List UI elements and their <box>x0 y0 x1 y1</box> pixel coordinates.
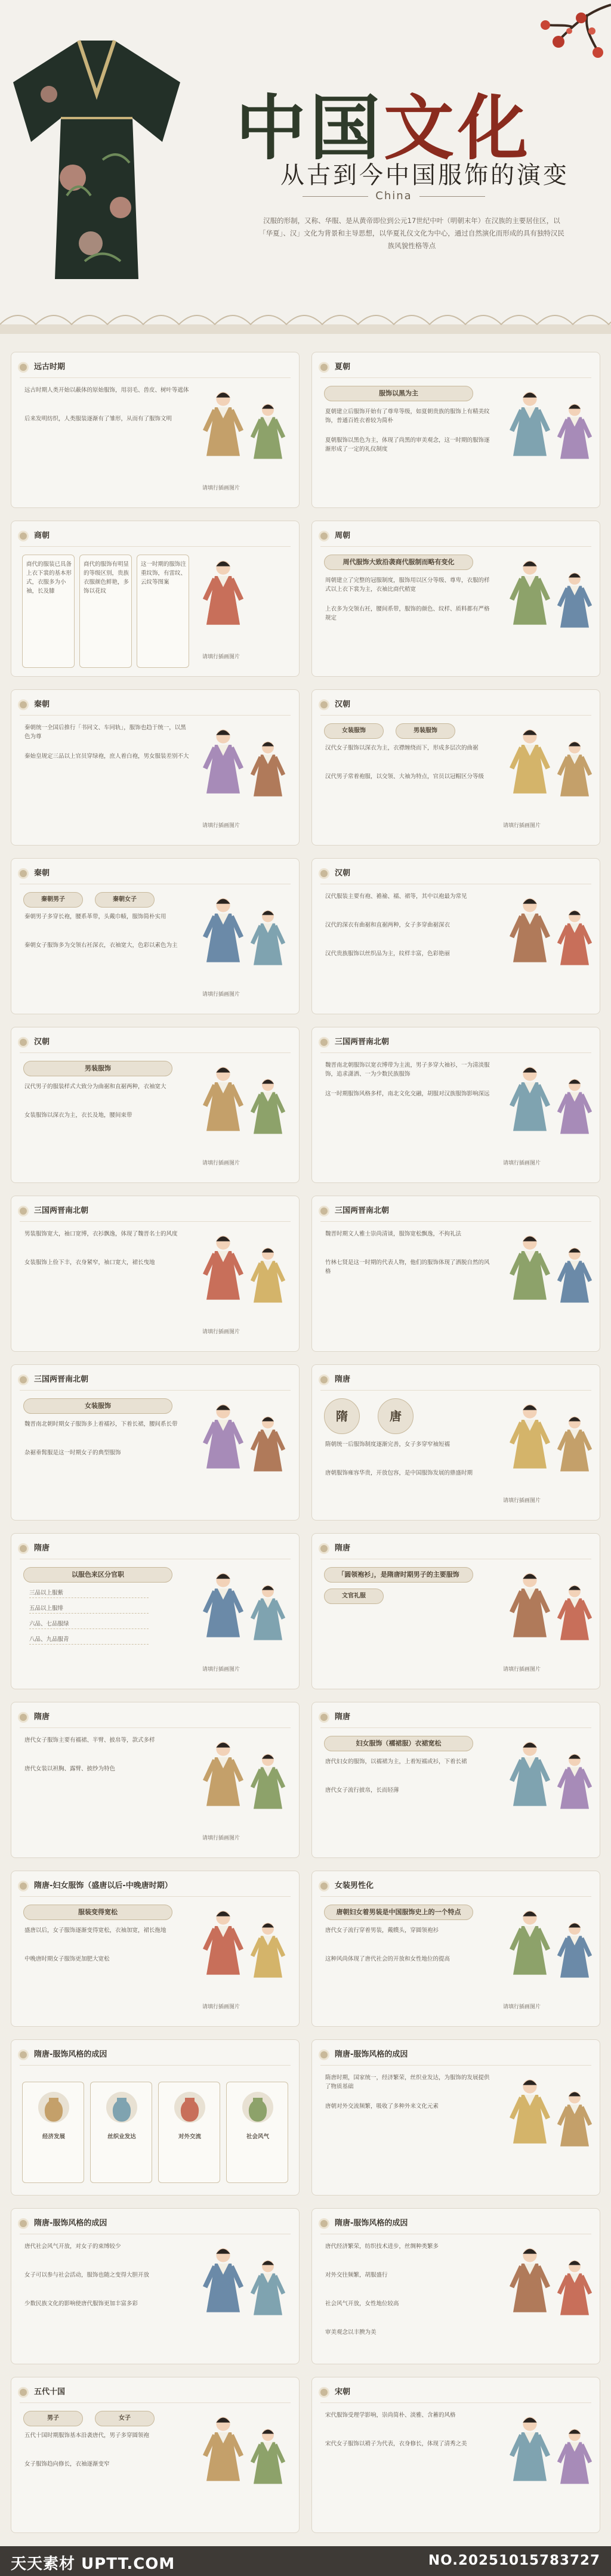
slide-divider <box>20 1727 291 1728</box>
slide-23 <box>11 2208 300 2364</box>
slide-divider <box>20 2402 291 2403</box>
image-caption: 请填行插画图片 <box>202 1329 240 1335</box>
slide-paragraph: 秦朝统一全国后推行「书同文、车同轨」，服饰也趋于统一，以黑色为尊 <box>24 724 186 740</box>
slide-6 <box>311 689 600 846</box>
slide-17 <box>11 1702 300 1858</box>
slide-pill: 妇女服饰（襦裙服）衣裙宽松 <box>324 1736 473 1751</box>
costume-figure <box>250 2256 286 2319</box>
slide-paragraph: 唐代女子流行穿着男装，戴幞头，穿圆领袍衫 <box>325 1927 439 1934</box>
slide-title: 隋唐-妇女服饰（盛唐以后-中晚唐时期） <box>20 1878 172 1894</box>
cause-label: 经济发展 <box>42 2134 65 2140</box>
column-text: 商代的服装已具备上衣下裳的基本形式，衣服多为小袖，长及膝 <box>26 561 72 595</box>
slide-divider <box>20 1052 291 1053</box>
costume-figure <box>202 726 244 797</box>
slide-16 <box>311 1533 600 1689</box>
slide-title: 三国两晋南北朝 <box>20 1372 88 1388</box>
vase-icon <box>172 2089 208 2125</box>
slide-24 <box>311 2208 600 2364</box>
costume-figure <box>250 400 286 463</box>
slide-19 <box>11 1871 300 2027</box>
footer-bar <box>0 2546 611 2576</box>
slide-pill: 周代服饰大致沿袭商代服制而略有变化 <box>324 555 473 570</box>
slide-11 <box>11 1196 300 1352</box>
costume-figure <box>202 2413 244 2485</box>
slide-title: 秦朝 <box>20 697 50 713</box>
slide-paragraph: 秦始皇规定三品以上官员穿绿袍，庶人着白袍，男女服装差别不大 <box>24 753 189 760</box>
cause-label: 对外交流 <box>178 2134 201 2140</box>
cover-english: China <box>280 190 507 202</box>
slide-divider <box>320 1052 591 1053</box>
slide-pill: 服装变得宽松 <box>23 1905 172 1920</box>
slide-paragraph: 汉代的深衣有曲裾和直裾两种，女子多穿曲裾深衣 <box>325 922 450 928</box>
rank-item: 八品、九品服青 <box>29 1635 149 1645</box>
costume-figure <box>557 400 593 463</box>
image-caption: 请填行插画图片 <box>503 1160 541 1166</box>
costume-figure <box>557 2088 593 2150</box>
slide-tag: 女装服饰 <box>324 723 384 739</box>
costume-figure <box>250 1581 286 1644</box>
costume-figure <box>202 1232 244 1304</box>
slide-22 <box>311 2039 600 2196</box>
slide-paragraph: 五代十国时期服饰基本沿袭唐代，男子多穿圆领袍 <box>24 2432 150 2439</box>
costume-figure <box>557 1750 593 1813</box>
slide-15 <box>11 1533 300 1689</box>
slide-divider <box>20 1896 291 1897</box>
slide-25 <box>11 2377 300 2533</box>
slide-title: 汉朝 <box>320 697 350 713</box>
slide-12 <box>311 1196 600 1352</box>
slide-paragraph: 夏朝服饰以黑色为主，体现了尚黑的审美观念，这一时期的服饰逐渐形成了一定的礼仪制度 <box>325 437 490 453</box>
slide-paragraph: 秦朝女子服饰多为交领右衽深衣，衣袖宽大，色彩以素色为主 <box>24 942 178 949</box>
slide-paragraph: 唐代社会风气开放，对女子的束缚较少 <box>24 2243 121 2250</box>
cloud-border-decoration <box>0 298 611 334</box>
slide-paragraph: 杂裾垂髾服是这一时期女子的典型服饰 <box>24 1450 121 1456</box>
slide-pill: 以服色来区分官职 <box>23 1567 172 1583</box>
rank-item: 五品以上服绯 <box>29 1604 149 1614</box>
slide-20 <box>311 1871 600 2027</box>
slide-title: 五代十国 <box>20 2385 65 2400</box>
slide-divider <box>20 1221 291 1222</box>
slide-title: 三国两晋南北朝 <box>320 1203 389 1219</box>
slide-paragraph: 周朝建立了完整的冠服制度，服饰用以区分等级、尊卑，衣服的样式以上衣下裳为主，衣袖比商代稍宽 <box>325 577 490 593</box>
slide-tag: 文官礼服 <box>324 1589 384 1604</box>
slide-paragraph: 对外交往频繁，胡服盛行 <box>325 2272 388 2278</box>
slide-paragraph: 汉代服装主要有袍、襜褕、襦、裙等，其中以袍最为常见 <box>325 893 467 900</box>
image-caption: 请填行插画图片 <box>503 823 541 829</box>
slide-7 <box>11 858 300 1014</box>
rank-item: 六品、七品服绿 <box>29 1620 149 1629</box>
text-column <box>22 555 75 668</box>
slide-paragraph: 唐朝服饰雍容华贵，开放包容，是中国服饰发展的鼎盛时期 <box>325 1470 473 1476</box>
slide-pill: 「圆领袍衫」，是隋唐时期男子的主要服饰 <box>324 1567 473 1583</box>
costume-figure <box>509 1401 551 1472</box>
slide-10 <box>311 1027 600 1183</box>
slide-title: 隋唐 <box>320 1372 350 1388</box>
slide-title: 商朝 <box>20 528 50 544</box>
costume-figure <box>557 738 593 800</box>
cover-intro: 汉服的形制，又称、华服、是从黄帝即位到公元17世纪中叶（明朝末年）在汉族的主要居住区，以「华夏」、汉」文化为背景和主导思想，以华夏礼仪文化为中心，通过自然演化而形成的具有独特汉民族风貌性格等点 <box>259 216 564 250</box>
slide-divider <box>320 377 591 378</box>
slide-divider <box>20 715 291 716</box>
slide-paragraph: 夏朝建立后服饰开始有了尊卑等级，如夏朝贵族的服饰上有精美纹饰，普通百姓衣着较为简朴 <box>325 408 490 424</box>
slide-title: 隋唐-服饰风格的成因 <box>320 2047 408 2063</box>
slide-title: 夏朝 <box>320 360 350 375</box>
slide-title: 汉朝 <box>20 1035 50 1050</box>
slide-paragraph: 唐代女子服饰主要有襦裙、半臂、披帛等，款式多样 <box>24 1737 155 1744</box>
cause-label: 社会风气 <box>246 2134 269 2140</box>
costume-figure <box>250 2425 286 2488</box>
costume-figure <box>557 1581 593 1644</box>
plum-blossom-icon <box>521 0 611 89</box>
costume-figure <box>557 1244 593 1306</box>
slide-pill: 服饰以黑为主 <box>324 386 473 401</box>
slide-4 <box>311 521 600 677</box>
slide-paragraph: 社会风气开放，女性地位较高 <box>325 2301 399 2307</box>
image-caption: 请填行插画图片 <box>202 485 240 491</box>
vase-icon <box>36 2089 72 2125</box>
costume-figure <box>250 1244 286 1306</box>
costume-figure <box>509 1907 551 1979</box>
image-caption: 请填行插画图片 <box>503 2004 541 2010</box>
costume-figure <box>202 1063 244 1135</box>
costume-figure <box>509 1063 551 1135</box>
slide-paragraph: 女装服饰以深衣为主，衣长及地，腰间束带 <box>24 1112 132 1119</box>
slide-divider <box>320 1896 591 1897</box>
image-caption: 请填行插画图片 <box>202 1667 240 1673</box>
slide-divider <box>320 546 591 547</box>
slide-divider <box>320 2402 591 2403</box>
slide-title: 周朝 <box>320 528 350 544</box>
slide-paragraph: 唐代女装以袒胸、露臂、披纱为特色 <box>24 1766 116 1772</box>
image-caption: 请填行插画图片 <box>202 1835 240 1841</box>
slide-tag: 男装服饰 <box>396 723 455 739</box>
slide-title: 三国两晋南北朝 <box>20 1203 88 1219</box>
costume-figure <box>557 1413 593 1475</box>
image-caption: 请填行插画图片 <box>202 654 240 660</box>
slide-divider <box>20 377 291 378</box>
costume-figure <box>509 1569 551 1641</box>
slide-paragraph: 审美观念以丰腴为美 <box>325 2329 377 2336</box>
slide-tag: 女子 <box>95 2411 155 2426</box>
slide-paragraph: 隋朝统一后服饰制度逐渐完善，女子多穿窄袖短襦 <box>325 1441 450 1448</box>
cover-title: 中国文化 <box>236 86 532 169</box>
costume-figure <box>557 906 593 969</box>
costume-figure <box>557 2256 593 2319</box>
cause-label: 丝织业发达 <box>107 2134 136 2140</box>
slide-paragraph: 唐代女子流行披帛，长而轻薄 <box>325 1787 399 1794</box>
costume-figure <box>202 1569 244 1641</box>
image-caption: 请填行插画图片 <box>503 1667 541 1673</box>
slide-paragraph: 汉代贵族服饰以丝织品为主，纹样丰富，色彩艳丽 <box>325 950 450 957</box>
slide-divider <box>320 1727 591 1728</box>
column-text: 商代的服饰有明显的等级区别，贵族衣服颜色鲜艳，多饰以花纹 <box>84 561 129 595</box>
costume-figure <box>509 2244 551 2316</box>
slide-paragraph: 竹林七贤是这一时期的代表人物，他们的服饰体现了洒脱自然的风格 <box>325 1259 490 1275</box>
image-caption: 请填行插画图片 <box>202 992 240 998</box>
costume-figure <box>250 1750 286 1813</box>
slide-paragraph: 后来发明纺织，人类服装逐渐有了雏形，从而有了服饰文明 <box>24 416 172 422</box>
costume-figure <box>509 1232 551 1304</box>
costume-figure <box>509 2076 551 2147</box>
image-caption: 请填行插画图片 <box>202 2004 240 2010</box>
slide-title: 宋朝 <box>320 2385 350 2400</box>
slide-title: 隋唐-服饰风格的成因 <box>20 2047 107 2063</box>
costume-figure <box>557 1075 593 1138</box>
slide-divider <box>320 2065 591 2066</box>
slide-title: 隋唐-服饰风格的成因 <box>20 2216 107 2231</box>
slide-paragraph: 女子可以参与社会活动，服饰也随之变得大胆开放 <box>24 2272 150 2278</box>
image-caption: 请填行插画图片 <box>202 1160 240 1166</box>
costume-figure <box>509 726 551 797</box>
vase-icon <box>240 2089 276 2125</box>
slide-divider <box>320 1221 591 1222</box>
dynasty-badge: 隋 <box>324 1398 360 1434</box>
cause-card <box>158 2082 220 2183</box>
text-column <box>137 555 189 668</box>
slide-paragraph: 这种风尚体现了唐代社会的开放和女性地位的提高 <box>325 1956 450 1962</box>
slide-divider <box>20 2065 291 2066</box>
rank-item: 三品以上服紫 <box>29 1589 149 1598</box>
slide-title: 女装男性化 <box>320 1878 374 1894</box>
costume-figure <box>202 388 244 460</box>
slide-tag: 秦朝女子 <box>95 892 155 908</box>
slide-paragraph: 汉代女子服饰以深衣为主，衣襟缠绕而下，形成多层次的曲裾 <box>325 745 479 751</box>
costume-figure <box>509 2413 551 2485</box>
slide-tag: 男子 <box>23 2411 83 2426</box>
slide-divider <box>20 546 291 547</box>
slide-1 <box>11 352 300 508</box>
slide-divider <box>20 1390 291 1391</box>
slide-paragraph: 唐朝对外交流频繁，吸收了多种外来文化元素 <box>325 2103 439 2110</box>
slide-paragraph: 女子服饰趋向修长，衣袖逐渐变窄 <box>24 2461 110 2467</box>
slide-26 <box>311 2377 600 2533</box>
costume-figure <box>250 906 286 969</box>
slide-pill: 唐朝妇女着男装是中国服饰史上的一个特点 <box>324 1905 473 1920</box>
cover <box>0 0 611 334</box>
slide-paragraph: 魏晋时期文人雅士崇尚清谈，服饰宽松飘逸，不拘礼法 <box>325 1231 462 1237</box>
slide-title: 秦朝 <box>20 866 50 881</box>
slide-paragraph: 汉代男子的服装样式大致分为曲裾和直裾两种，衣袖宽大 <box>24 1083 166 1090</box>
slide-8 <box>311 858 600 1014</box>
slide-18 <box>311 1702 600 1858</box>
hanfu-robe-illustration <box>13 29 180 291</box>
costume-figure <box>202 557 244 628</box>
costume-figure <box>202 1401 244 1472</box>
costume-figure <box>557 2425 593 2488</box>
slide-paragraph: 宋代服饰受理学影响，崇尚简朴、淡雅、含蓄的风格 <box>325 2412 456 2419</box>
text-column <box>79 555 132 668</box>
costume-figure <box>509 1738 551 1810</box>
dynasty-badge: 唐 <box>378 1398 413 1434</box>
slide-paragraph: 女装服饰上俭下丰，衣身紧窄，袖口宽大，裙长曳地 <box>24 1259 155 1266</box>
column-text: 这一时期的服饰注重纹饰，有雷纹、云纹等图案 <box>141 561 187 586</box>
slide-13 <box>11 1364 300 1521</box>
slide-pill: 女装服饰 <box>23 1398 172 1414</box>
costume-figure <box>202 1738 244 1810</box>
slide-title: 隋唐 <box>20 1710 50 1725</box>
slide-paragraph: 魏晋南北朝服饰以宽衣博带为主流，男子多穿大袖衫，一为清淡服饰，追求潇洒、一为少数民族服饰 <box>325 1062 490 1078</box>
slide-paragraph: 隋唐时期，国家统一，经济繁荣，丝织业发达，为服饰的发展提供了物质基础 <box>325 2075 490 2090</box>
cause-card <box>226 2082 288 2183</box>
costume-figure <box>557 569 593 631</box>
slide-paragraph: 少数民族文化的影响使唐代服饰更加丰富多彩 <box>24 2301 138 2307</box>
slide-title: 远古时期 <box>20 360 65 375</box>
slide-2 <box>311 352 600 508</box>
costume-figure <box>202 894 244 966</box>
slide-paragraph: 汉代男子常着袍服，以交领、大袖为特点，官员以冠帽区分等级 <box>325 773 485 780</box>
slide-divider <box>320 1390 591 1391</box>
costume-figure <box>509 557 551 628</box>
slide-title: 三国两晋南北朝 <box>320 1035 389 1050</box>
costume-figure <box>250 738 286 800</box>
costume-figure <box>509 388 551 460</box>
cause-card <box>22 2082 84 2183</box>
slide-paragraph: 男装服饰宽大，袖口宽博，衣衫飘逸，体现了魏晋名士的风度 <box>24 1231 178 1237</box>
image-caption: 请填行插画图片 <box>503 1498 541 1504</box>
slide-title: 隋唐 <box>320 1541 350 1556</box>
slide-pill: 男装服饰 <box>23 1061 172 1076</box>
slide-tag: 秦朝男子 <box>23 892 83 908</box>
slide-divider <box>320 715 591 716</box>
image-caption: 请填行插画图片 <box>202 823 240 829</box>
slide-5 <box>11 689 300 846</box>
slide-paragraph: 秦朝男子多穿长袍，腰系革带，头戴巾帻，服饰简朴实用 <box>24 914 166 920</box>
costume-figure <box>509 894 551 966</box>
slide-paragraph: 这一时期服饰风格多样，南北文化交融，胡服对汉族服饰影响深远 <box>325 1091 490 1097</box>
slide-9 <box>11 1027 300 1183</box>
slide-paragraph: 唐代妇女的服饰，以襦裙为主，上着短襦或衫，下着长裙 <box>325 1758 467 1765</box>
slide-paragraph: 远古时期人类开始以蔽体的原始服饰，用羽毛、兽皮、树叶等遮体 <box>24 387 189 394</box>
slide-paragraph: 盛唐以后，女子服饰逐渐变得宽松，衣袖加宽，裙长拖地 <box>24 1927 166 1934</box>
footer-id: NO.20251015783727 <box>428 2553 600 2568</box>
slide-title: 隋唐 <box>320 1710 350 1725</box>
costume-figure <box>250 1075 286 1138</box>
slide-3 <box>11 521 300 677</box>
slide-paragraph: 魏晋南北朝时期女子服饰多上着襦衫，下着长裙，腰间系长带 <box>24 1421 178 1428</box>
costume-figure <box>202 1907 244 1979</box>
slide-title: 汉朝 <box>320 866 350 881</box>
slide-paragraph: 上衣多为交领右衽，腰间系带，服饰的颜色、纹样、质料都有严格规定 <box>325 606 490 621</box>
slide-paragraph: 宋代女子服饰以褙子为代表，衣身修长，体现了清秀之美 <box>325 2441 467 2447</box>
slide-14 <box>311 1364 600 1521</box>
footer-site: 天天素材 UPTT.COM <box>11 2555 175 2573</box>
slide-21 <box>11 2039 300 2196</box>
costume-figure <box>202 2244 244 2316</box>
vase-icon <box>104 2089 140 2125</box>
cause-card <box>90 2082 152 2183</box>
slide-title: 隋唐 <box>20 1541 50 1556</box>
costume-figure <box>250 1413 286 1475</box>
costume-figure <box>250 1919 286 1981</box>
slide-paragraph: 唐代经济繁荣，纺织技术进步，丝绸种类繁多 <box>325 2243 439 2250</box>
costume-figure <box>557 1919 593 1981</box>
slide-paragraph: 中晚唐时期女子服饰更加肥大宽松 <box>24 1956 110 1962</box>
cover-subtitle: 从古到今中国服饰的演变 <box>280 162 569 189</box>
slide-title: 隋唐-服饰风格的成因 <box>320 2216 408 2231</box>
